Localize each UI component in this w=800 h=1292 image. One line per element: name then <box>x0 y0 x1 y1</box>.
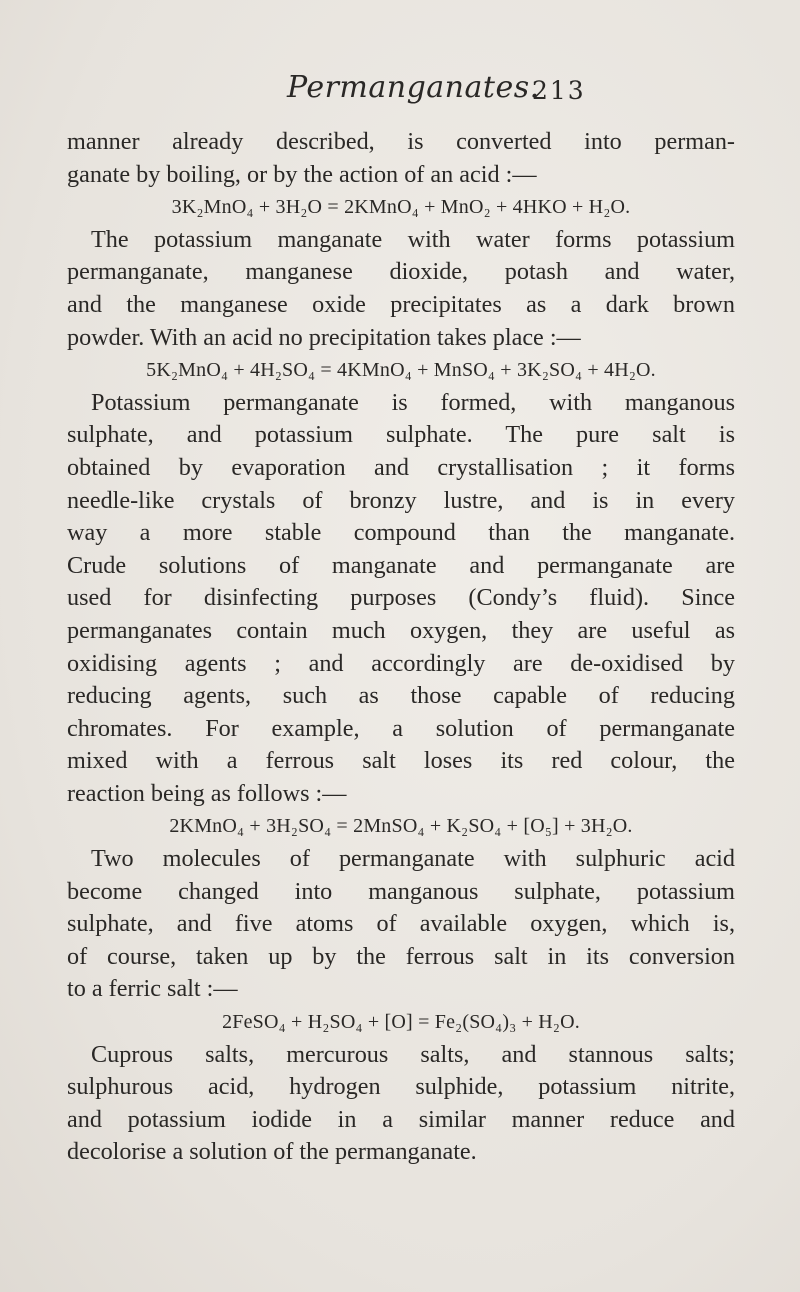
text-line: of course, taken up by the ferrous salt in its conversion <box>67 942 735 970</box>
text-line: and the manganese oxide precipitates as a dark brown <box>67 290 735 318</box>
text-line: sulphate, and five atoms of available oxygen, which is, <box>67 910 735 938</box>
text-line: oxidising agents ; and accordingly are de-oxidised by <box>67 649 735 677</box>
text-line: permanganates contain much oxygen, they are useful as <box>67 616 735 644</box>
text-line: to a ferric salt :— <box>67 975 238 1003</box>
chemical-equation: 5K₂MnO₄ + 4H₂SO₄ = 4KMnO₄ + MnSO₄ + 3K₂SO₄ + 4H₂O. <box>146 359 656 382</box>
page-header <box>0 70 800 110</box>
text-line: reducing agents, such as those capable of reducing <box>67 682 735 710</box>
text-line: Cuprous salts, mercurous salts, and stannous salts; <box>91 1040 735 1068</box>
text-line: The potassium manganate with water forms potassium <box>91 225 735 253</box>
text-line: manner already described, is converted into perman- <box>67 128 735 155</box>
text-line: reaction being as follows :— <box>67 779 347 807</box>
text-line: sulphate, and potassium sulphate. The pure salt is <box>67 421 735 449</box>
text-line: used for disinfecting purposes (Condy’s fluid). Since <box>67 584 735 612</box>
running-title: Permanganates. <box>287 70 540 105</box>
text-line: mixed with a ferrous salt loses its red colour, the <box>67 747 735 775</box>
text-line: powder. With an acid no precipitation takes place :— <box>67 323 581 351</box>
chemical-equation: 2KMnO₄ + 3H₂SO₄ = 2MnSO₄ + K₂SO₄ + [O₅] + 3H₂O. <box>169 815 633 838</box>
text-line: permanganate, manganese dioxide, potash and water, <box>67 258 735 286</box>
text-line: obtained by evaporation and crystallisation ; it forms <box>67 453 735 481</box>
text-line: become changed into manganous sulphate, potassium <box>67 877 735 905</box>
chemical-equation: 3K₂MnO₄ + 3H₂O = 2KMnO₄ + MnO₂ + 4HKO + H₂O. <box>171 196 631 219</box>
text-line: ganate by boiling, or by the action of an acid :— <box>67 160 537 188</box>
text-line: Two molecules of permanganate with sulphuric acid <box>91 845 735 873</box>
text-line: way a more stable compound than the manganate. <box>67 519 735 547</box>
text-line: chromates. For example, a solution of permanganate <box>67 714 735 742</box>
text-line: sulphurous acid, hydrogen sulphide, potassium nitrite, <box>67 1073 735 1101</box>
text-line: and potassium iodide in a similar manner reduce and <box>67 1105 735 1133</box>
text-line: Crude solutions of manganate and permanganate are <box>67 551 735 579</box>
text-line: decolorise a solution of the permanganate. <box>67 1138 477 1166</box>
page-number: 213 <box>532 76 586 105</box>
body-text <box>67 126 735 1169</box>
text-line: Potassium permanganate is formed, with manganous <box>91 388 735 416</box>
text-line: needle-like crystals of bronzy lustre, and is in every <box>67 486 735 514</box>
chemical-equation: 2FeSO₄ + H₂SO₄ + [O] = Fe₂(SO₄)₃ + H₂O. <box>222 1011 580 1034</box>
